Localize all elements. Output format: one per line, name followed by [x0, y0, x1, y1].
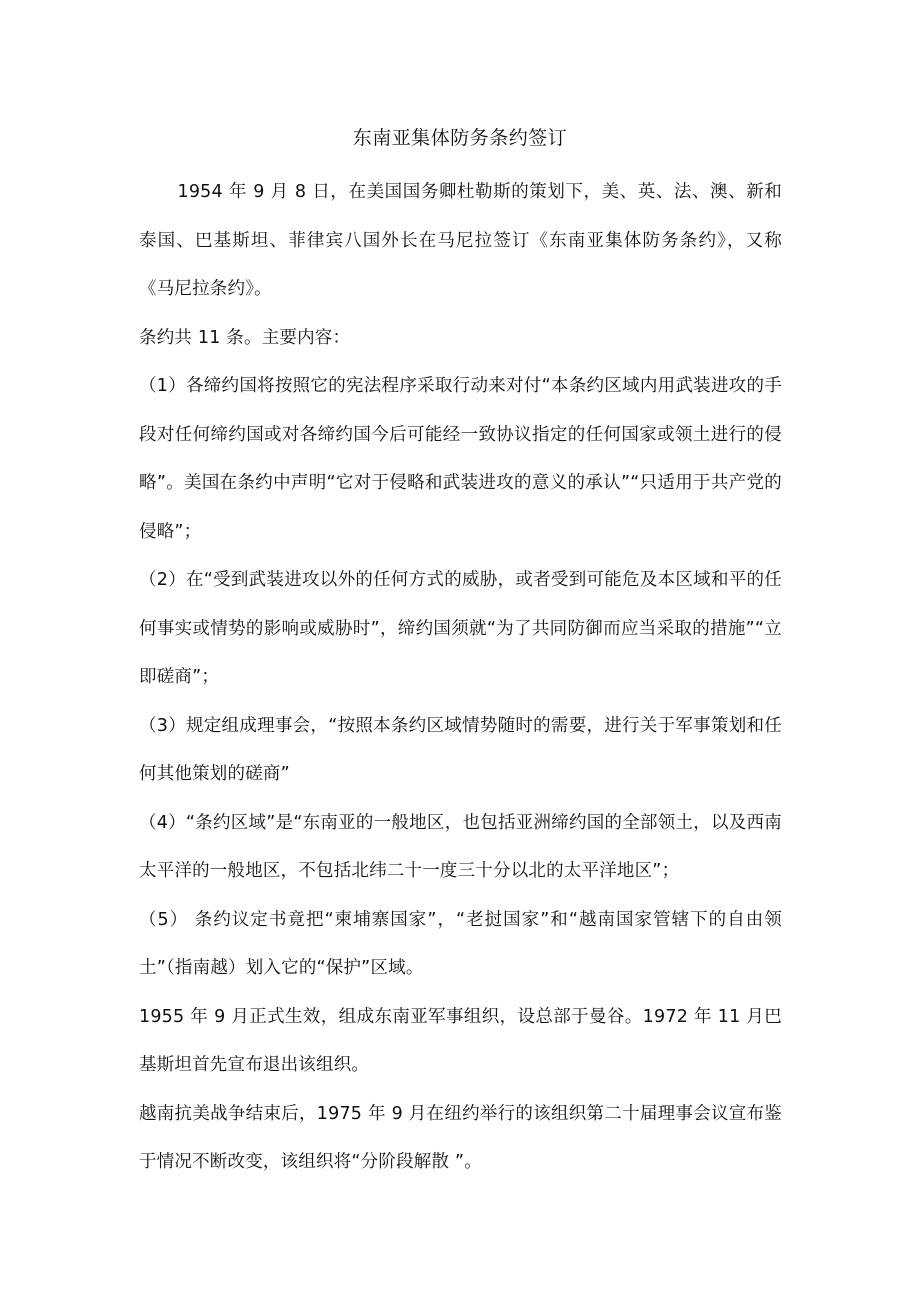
paragraph-item-5: （5） 条约议定书竟把“柬埔寨国家”，“老挝国家”和“越南国家管辖下的自由领土”（指南越）划入它的“保护”区域。 — [139, 909, 782, 978]
paragraph-item-4: （4）“条约区域”是“东南亚的一般地区，也包括亚洲缔约国的全部领土，以及西南太平洋的一般地区，不包括北纬二十一度三十分以北的太平洋地区”； — [139, 812, 782, 881]
paragraph-item-2: （2）在“受到武装进攻以外的任何方式的威胁，或者受到可能危及本区域和平的任何事实或情势的影响或威胁时”，缔约国须就“为了共同防御而应当采取的措施”“立即磋商”； — [139, 570, 782, 687]
paragraph-dissolution: 越南抗美战争结束后，1975 年 9 月在纽约举行的该组织第二十届理事会议宣布鉴于情况不断改变，该组织将“分阶段解散 ”。 — [139, 1103, 782, 1172]
paragraph-intro: 1954 年 9 月 8 日，在美国国务卿杜勒斯的策划下，美、英、法、澳、新和泰国、巴基斯坦、菲律宾八国外长在马尼拉签订《东南亚集体防务条约》，又称《马尼拉条约》。 — [139, 182, 782, 299]
paragraph-item-3: （3）规定组成理事会，“按照本条约区域情势随时的需要，进行关于军事策划和任何其他策划的磋商” — [139, 715, 782, 784]
document-body — [139, 168, 782, 1187]
paragraph-effect: 1955 年 9 月正式生效，组成东南亚军事组织，设总部于曼谷。1972 年 11 月巴基斯坦首先宣布退出该组织。 — [139, 1006, 782, 1075]
document-title: 东南亚集体防务条约签订 — [352, 127, 568, 149]
paragraph-summary-heading: 条约共 11 条。主要内容： — [139, 327, 351, 348]
paragraph-item-1: （1）各缔约国将按照它的宪法程序采取行动来对付“本条约区域内用武装进攻的手段对任何缔约国或对各缔约国今后可能经一致协议指定的任何国家或领土进行的侵略”。美国在条约中声明“它对于侵略和武装进攻的意义的承认”“只适用于共产党的侵略”； — [139, 376, 782, 542]
